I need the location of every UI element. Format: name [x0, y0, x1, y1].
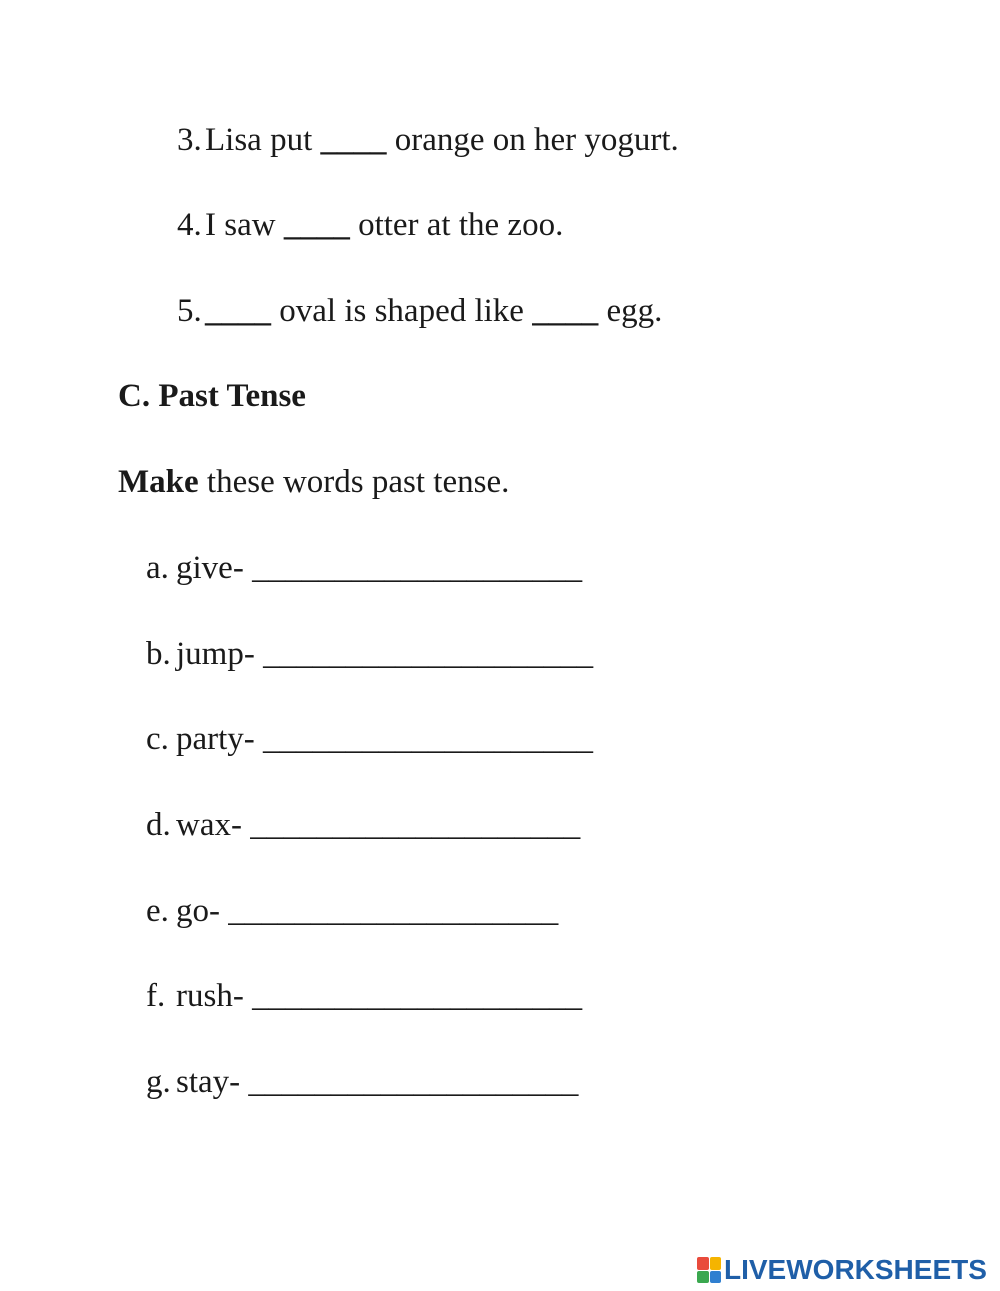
item-marker: e. — [146, 893, 169, 929]
word: rush- — [176, 978, 244, 1014]
word: give- — [176, 550, 244, 586]
item-number: 5. — [177, 293, 202, 329]
liveworksheets-logo — [697, 1252, 987, 1288]
section-title: C. Past Tense — [118, 378, 306, 414]
answer-line[interactable]: ____________________ — [252, 978, 583, 1014]
sentence-text: otter at the zoo. — [349, 207, 564, 243]
word-item-c — [146, 719, 593, 759]
word: jump- — [176, 636, 255, 672]
logo-icon — [697, 1257, 721, 1283]
sentence-text: Lisa put — [205, 122, 321, 158]
word-item-d — [146, 805, 580, 845]
item-marker: c. — [146, 721, 169, 757]
answer-blank[interactable]: ____ — [283, 207, 350, 243]
word-item-b — [146, 634, 593, 674]
answer-line[interactable]: ____________________ — [252, 550, 583, 586]
answer-blank[interactable]: ____ — [205, 293, 271, 329]
item-marker: f. — [146, 978, 166, 1014]
item-number: 3. — [177, 122, 202, 158]
answer-blank[interactable]: ____ — [532, 293, 599, 329]
instruction-bold: Make — [118, 464, 199, 500]
sentence-text: oval is shaped like — [271, 293, 533, 329]
word: stay- — [176, 1064, 241, 1100]
word-item-e — [146, 891, 558, 931]
sentence-item-3 — [177, 120, 679, 160]
word: go- — [176, 893, 220, 929]
item-marker: d. — [146, 807, 171, 843]
sentence-text: orange on her yogurt. — [386, 122, 679, 158]
sentence-item-5 — [177, 291, 662, 331]
word-item-f — [146, 976, 582, 1016]
answer-line[interactable]: ____________________ — [250, 807, 581, 843]
item-marker: g. — [146, 1064, 171, 1100]
answer-line[interactable]: ____________________ — [263, 721, 594, 757]
sentence-text: egg. — [598, 293, 663, 329]
sentence-item-4 — [177, 205, 563, 245]
item-marker: a. — [146, 550, 169, 586]
item-marker: b. — [146, 636, 171, 672]
brand-name: LIVEWORKSHEETS — [724, 1254, 987, 1285]
instruction-text: these words past tense. — [198, 464, 510, 500]
word-item-g — [146, 1062, 578, 1102]
word: wax- — [176, 807, 242, 843]
answer-line[interactable]: ____________________ — [248, 1064, 579, 1100]
item-number: 4. — [177, 207, 202, 243]
answer-blank[interactable]: ____ — [320, 122, 387, 158]
word: party- — [176, 721, 255, 757]
instruction — [118, 462, 509, 502]
sentence-text: I saw — [205, 207, 284, 243]
word-item-a — [146, 548, 582, 588]
answer-line[interactable]: ____________________ — [263, 636, 594, 672]
answer-line[interactable]: ____________________ — [228, 893, 559, 929]
